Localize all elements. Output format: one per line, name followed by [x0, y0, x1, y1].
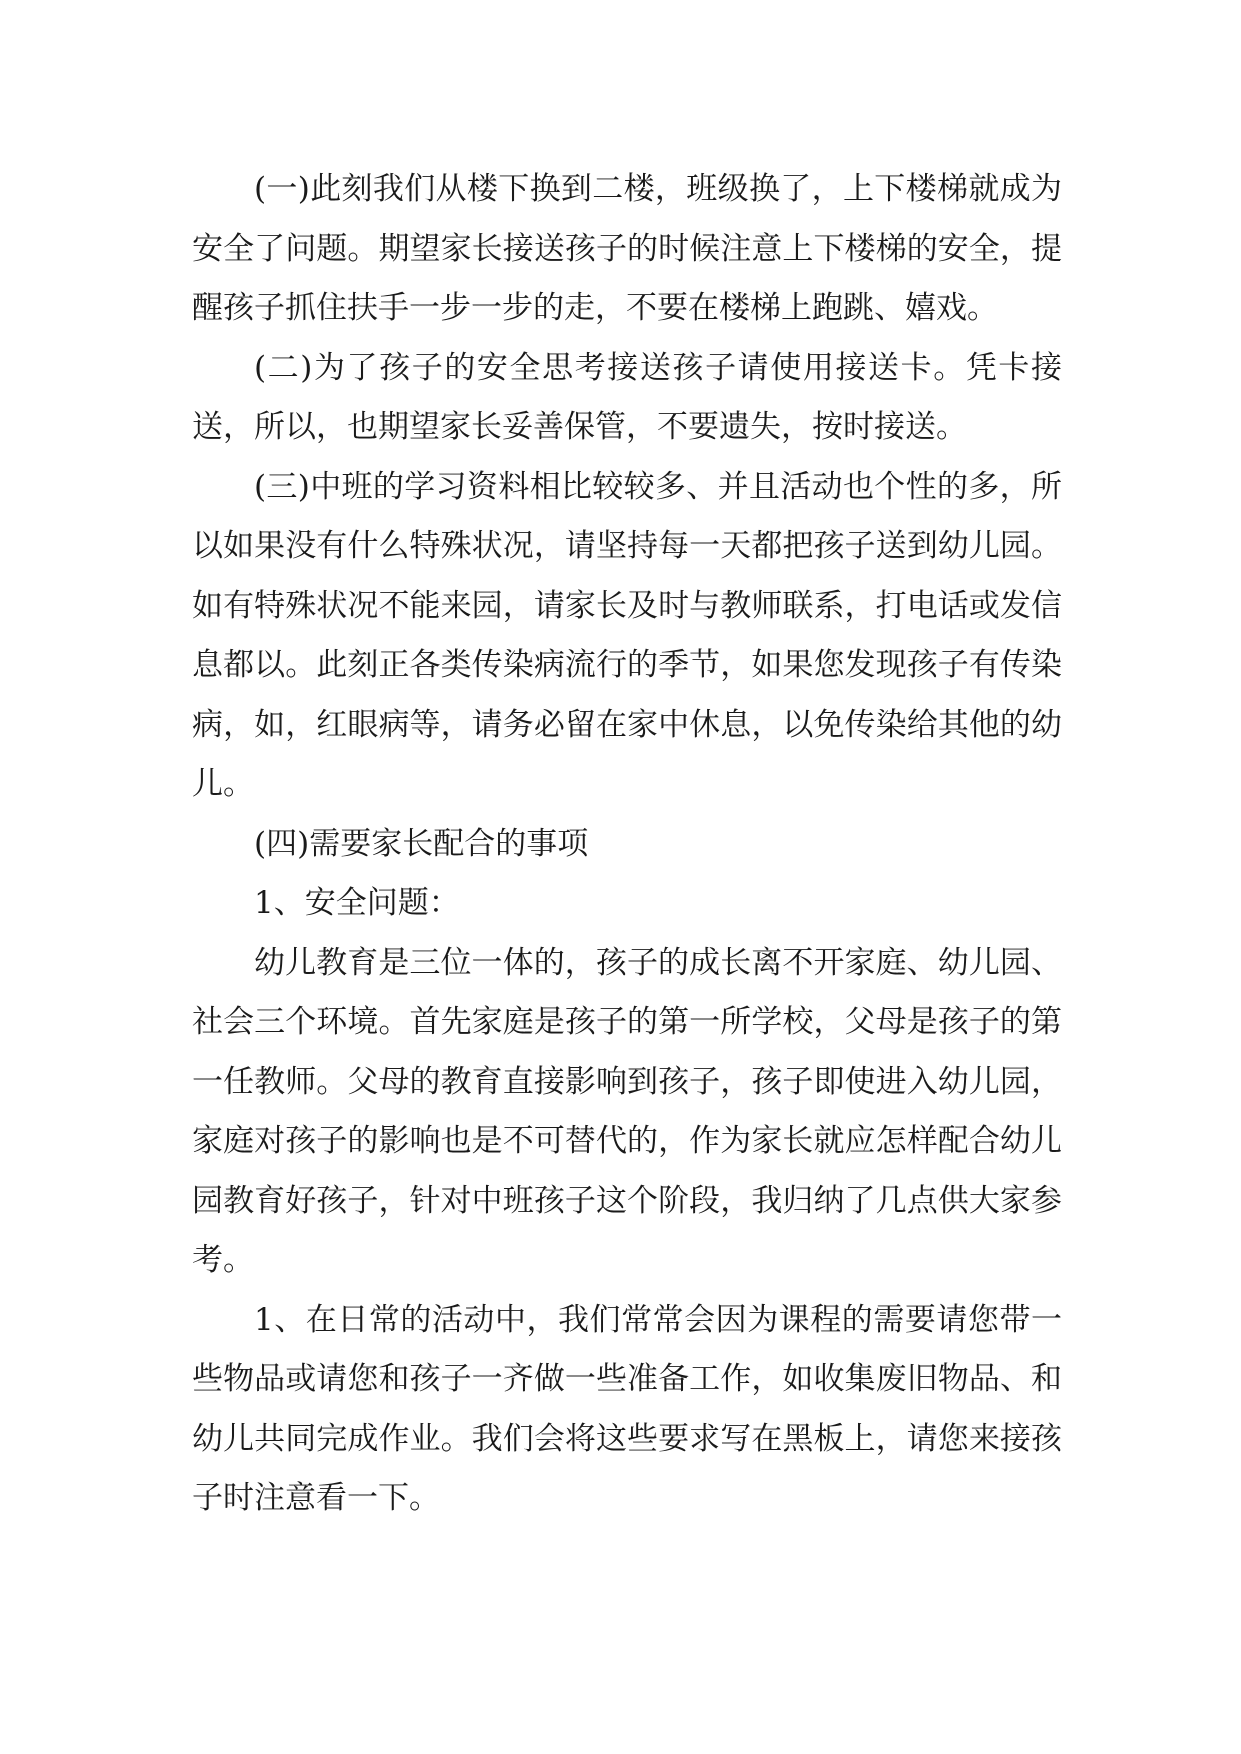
paragraph-daily-activities: 1、在日常的活动中，我们常常会因为课程的需要请您带一些物品或请您和孩子一齐做一些准备工作，如收集废旧物品、和幼儿共同完成作业。我们会将这些要求写在黑板上，请您来接孩子时注意看一下。 [192, 1301, 1062, 1516]
paragraph-cooperation-heading: (四)需要家长配合的事项 [254, 825, 589, 862]
paragraph-safety-heading: 1、安全问题： [254, 885, 460, 921]
paragraph-education-intro: 幼儿教育是三位一体的，孩子的成长离不开家庭、幼儿园、社会三个环境。首先家庭是孩子的第一所学校，父母是孩子的第一任教师。父母的教育直接影响到孩子，孩子即使进入幼儿园，家庭对孩子的影响也是不可替代的，作为家长就应怎样配合幼儿园教育好孩子，针对中班孩子这个阶段，我归纳了几点供大家参考。 [192, 944, 1062, 1278]
paragraph-pickup-card: (二)为了孩子的安全思考接送孩子请使用接送卡。凭卡接送，所以，也期望家长妥善保管，不要遗失，按时接送。 [192, 349, 1062, 445]
document-body [192, 160, 1062, 1529]
paragraph-safety-stairs: (一)此刻我们从楼下换到二楼，班级换了，上下楼梯就成为安全了问题。期望家长接送孩子的时候注意上下楼梯的安全，提醒孩子抓住扶手一步一步的走，不要在楼梯上跑跳、嬉戏。 [192, 171, 1062, 326]
paragraph-attendance: (三)中班的学习资料相比较较多、并且活动也个性的多，所以如果没有什么特殊状况，请坚持每一天都把孩子送到幼儿园。如有特殊状况不能来园，请家长及时与教师联系，打电话或发信息都以。此刻正各类传染病流行的季节，如果您发现孩子有传染病，如，红眼病等，请务必留在家中休息，以免传染给其他的幼儿。 [192, 468, 1062, 802]
